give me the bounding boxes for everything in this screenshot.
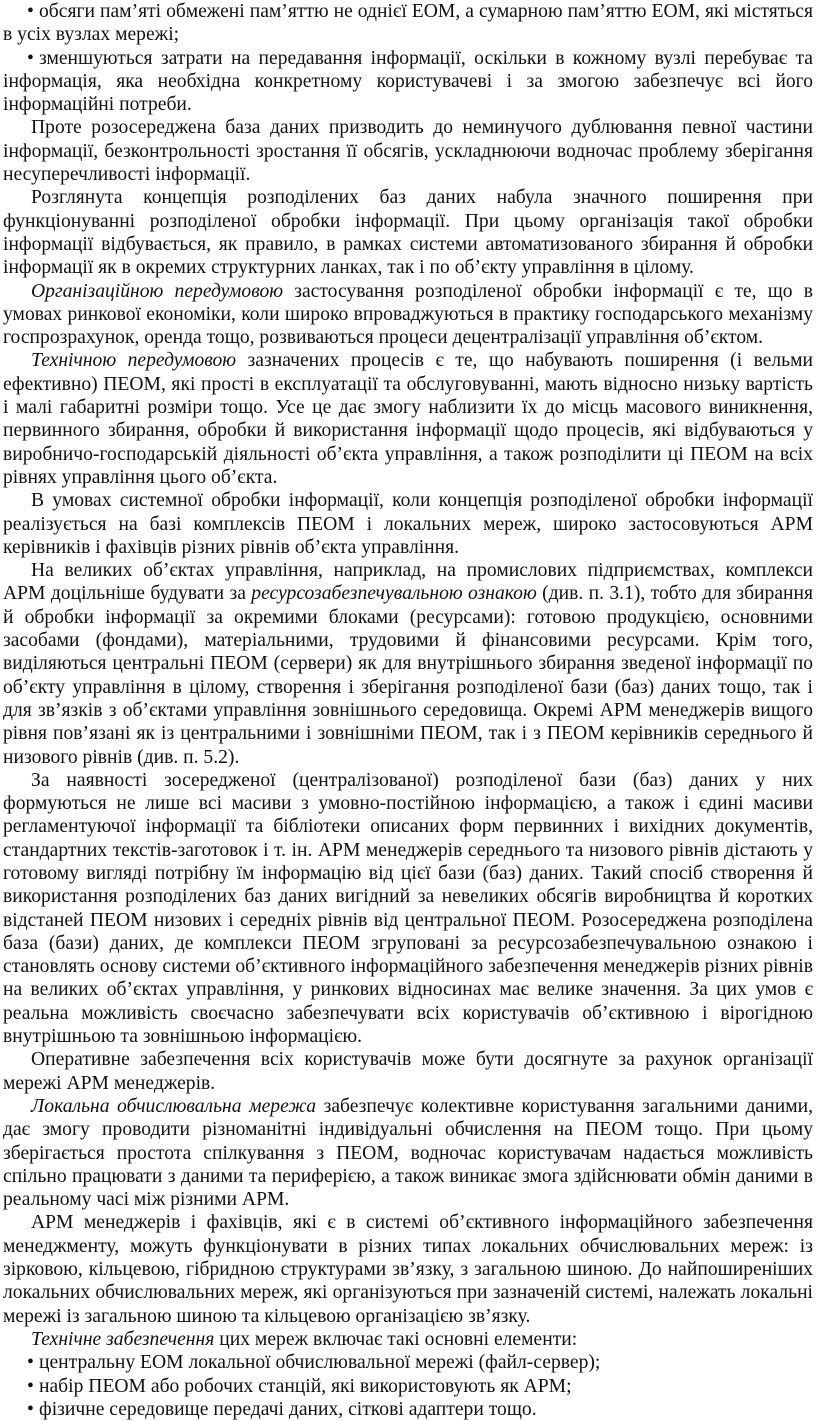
paragraph-arm: АРМ менеджерів і фахівців, які є в системі об’єктивного інформаційного забезпечення менеджменту, можуть функціонувати в різних типах локальних обчислювальних мереж: із зірковою, кільцевою, гібридною структурами зв’язку, з загальною шиною. До найпоширеніших локальних обчислювальних мереж, які організуються при зазначеній системі, належать локальні мережі із загальною шиною та кільцевою організацією зв’язку.	[3, 1212, 813, 1327]
bullet-item-workstations	[3, 1375, 813, 1398]
bullet-icon: •	[27, 1375, 34, 1397]
bullet-icon: •	[27, 1, 34, 22]
bullet-icon: •	[27, 1398, 34, 1420]
paragraph-text: застосування розподіленої обробки інформації є те, що в умовах ринкової економіки, коли широко впроваджуються в практику господарського механізму госпрозрахунок, оренда тощо, розвиваються процеси децентралізації управління об’єктом.	[3, 280, 813, 349]
paragraph-text: (див. п. 3.1), тобто для збирання й обробки інформації за окремими блоками (ресурсами): готовою продукцією, основними засобами (фондами), матеріальними, трудовими й фінансовими ресурсами. Крім того, виділяються центральні ПЕОМ (сервери) як для внутрішнього збирання зведеної інформації по об’єкту управління в цілому, створення і зберігання розподіленої бази (баз) даних тощо, так і для зв’язків з об’єктами управління зовнішнього середовища. Окремі АРМ менеджерів вищого рівня пов’язані як із центральними і зовнішніми ПЕОМ, так і з ПЕОМ керівників середнього й низового рівнів (див. п. 5.2).	[3, 583, 813, 768]
emphasis-term: ресурсозабезпечувальною ознакою	[251, 583, 537, 605]
bullet-item-costs	[3, 47, 813, 117]
bullet-item-memory	[3, 0, 813, 47]
paragraph-local-network	[3, 1095, 813, 1211]
paragraph-text: забезпечує колективне користування загальними даними, дає змогу проводити різноманітні індивідуальні обчислення на ПЕОМ тощо. При цьому зберігається простота спілкування з ПЕОМ, водночас користувачам надається можливість спільно працювати з даними та периферією, а також виникає змога здійснювати обмін даними в реальному часі між різними АРМ.	[3, 1095, 813, 1211]
paragraph-text: На великих об’єктах управління, наприклад, на промислових підприємствах, комплекси АРМ доцільніше будувати за	[3, 560, 813, 605]
paragraph-umovah: В умовах системної обробки інформації, коли концепція розподіленої обробки інформації реалізується на базі комплексів ПЕОМ і локальних мереж, широко застосовуються АРМ керівників і фахівців різних рівнів об’єкта управління.	[3, 490, 813, 558]
paragraph-rozglyanuta: Розглянута концепція розподілених баз даних набула значного поширення при функціонуванні розподіленої обробки інформації. При цьому організація такої обробки інформації відбувається, як правило, в рамках системи автоматизованого збирання й обробки інформації як в окремих структурних ланках, так і по об’єкту управління в цілому.	[3, 187, 813, 279]
bullet-icon: •	[27, 1352, 34, 1374]
paragraph-text: зазначених процесів є те, що набувають поширення (і вельми ефективно) ПЕОМ, які прості в експлуатації та обслуговуванні, мають відносно низьку вартість і малі габаритні розміри тощо. Усе це дає змогу наблизити їх до місць масового виникнення, первинного збирання, обробки й використання інформації щодо процесів, які відбуваються у виробничо-господарській діяльності об’єкта управління, а також розподілити ці ПЕОМ на всіх рівнях управління цього об’єкта.	[3, 350, 813, 488]
emphasis-term: Локальна обчислювальна мережа	[31, 1095, 317, 1117]
bullet-text: набір ПЕОМ або робочих станцій, які використовують як АРМ;	[39, 1375, 572, 1397]
bullet-item-server	[3, 1351, 813, 1374]
paragraph-technical	[3, 349, 813, 489]
bullet-text: зменшуються затрати на передавання інформації, оскільки в кожному вузлі перебуває та інформація, яка необхідна конкретному користувачеві і за змогою забезпечує всі його інформаційні потреби.	[3, 47, 813, 116]
bullet-text: фізичне середовище передачі даних, сіткові адаптери тощо.	[39, 1398, 537, 1420]
bullet-text: обсяги пам’яті обмежені пам’яттю не однієї ЕОМ, а сумарною пам’яттю ЕОМ, які містяться в усіх вузлах мережі;	[3, 1, 813, 46]
paragraph-technical-support	[3, 1328, 813, 1351]
bullet-text: центральну ЕОМ локальної обчислювальної мережі (файл-сервер);	[39, 1352, 601, 1374]
paragraph-proteo: Проте розосереджена база даних призводить до неминучого дублювання певної частини інформації, безконтрольності зростання її обсягів, ускладнюючи водночас проблему зберігання несуперечливості інформації.	[3, 117, 813, 186]
paragraph-nayavnosti: За наявності зосередженої (централізованої) розподіленої бази (баз) даних у них формуються не лише всі масиви з умовно-постійною інформацією, а також і єдині масиви регламентуючої інформації та бібліотеки описаних форм первинних і вихідних документів, стандартних текстів-заготовок і т. ін. АРМ менеджерів середнього та низового рівнів дістають у готовому вигляді потрібну їм інформацію від цієї бази (баз) даних. Такий спосіб створення й використання розподілених баз даних вигідний за невеликих обсягів виробництва й коротких відстаней ПЕОМ низових і середніх рівнів від центральної ПЕОМ. Розосереджена розподілена база (бази) даних, де комплекси ПЕОМ згруповані за ресурсозабезпечувальною ознакою і становлять основу системи об’єктивного інформаційного забезпечення менеджерів різних рівнів на великих об’єктах управління, у ринкових відносинах має велике значення. За цих умов є реальна можливість своєчасно забезпечувати всіх користувачів об’єктивною і вірогідною внутрішньою та зовнішньою інформацією.	[3, 769, 813, 1048]
paragraph-operatyvne: Оперативне забезпечення всіх користувачів може бути досягнуте за рахунок організації мережі АРМ менеджерів.	[3, 1049, 813, 1094]
paragraph-organizational	[3, 280, 813, 350]
paragraph-velykyh	[3, 559, 813, 769]
bullet-icon: •	[27, 47, 34, 69]
emphasis-term: Технічною передумовою	[31, 350, 237, 372]
emphasis-term: Технічне забезпечення	[31, 1328, 215, 1350]
paragraph-text: цих мереж включає такі основні елементи:	[214, 1328, 578, 1350]
bullet-item-medium	[3, 1398, 813, 1421]
emphasis-term: Організаційною передумовою	[31, 280, 284, 302]
